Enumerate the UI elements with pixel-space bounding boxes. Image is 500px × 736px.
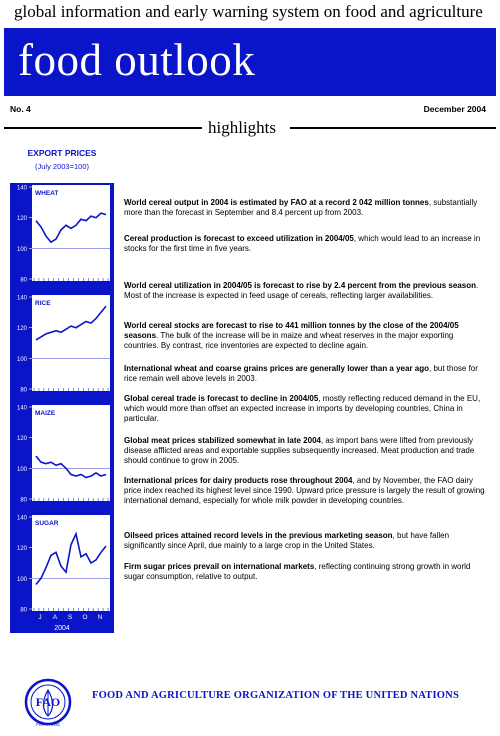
highlight-body: , but those for rice remain well above levels in 2003.: [124, 364, 478, 383]
highlight-paragraph: [124, 476, 486, 506]
highlight-body: , as import bans were lifted from previously disease afflicted areas and exportable supplies subsequently increased. Meat production and trade should continue to grow in 2005.: [124, 436, 475, 465]
highlight-body: , but have fallen significantly since April, due mainly to a large crop in the United States.: [124, 531, 450, 550]
highlight-body: . Most of the increase is expected in feed usage of cereals, reflecting larger availabilities.: [124, 281, 479, 300]
issue-date: December 2004: [423, 104, 486, 114]
fao-logo-icon: [14, 676, 82, 728]
highlight-lead: Oilseed prices attained record levels in the previous marketing season: [124, 531, 393, 540]
top-title: global information and early warning system on food and agriculture: [14, 2, 483, 21]
fao-logo-text: FAO: [35, 695, 61, 709]
y-tick-label: 140: [16, 185, 27, 192]
divider-right: [290, 127, 496, 129]
divider-left: [4, 127, 202, 129]
chart-plot-area: [32, 515, 110, 611]
y-tick-label: 80: [20, 607, 27, 614]
highlight-body: , mostly reflecting reduced demand in the EU, which would more than offset an expected increase in imports by developing countries, China in particular.: [124, 394, 481, 423]
highlight-lead: Global meat prices stabilized somewhat in late 2004: [124, 436, 321, 445]
y-tick-label: 120: [16, 546, 27, 553]
y-tick-label: 80: [20, 277, 27, 284]
x-month-label: A: [52, 614, 58, 621]
highlight-lead: World cereal stocks are forecast to rise to 441 million tonnes by the close of the 2004/05 seasons: [124, 321, 459, 340]
banner-title: food outlook: [18, 35, 256, 85]
y-tick-label: 100: [16, 576, 27, 583]
x-month-label: O: [82, 614, 88, 621]
chart-series-label: SUGAR: [35, 520, 59, 527]
highlight-lead: Firm sugar prices prevail on international markets: [124, 562, 315, 571]
y-tick-label: 80: [20, 497, 27, 504]
banner: [4, 28, 496, 96]
section-heading-row: [4, 118, 496, 138]
highlight-paragraph: [124, 364, 486, 384]
chart-plot-area: [32, 295, 110, 391]
x-month-label: N: [97, 614, 103, 621]
chart-plot-area: [32, 405, 110, 501]
highlight-paragraph: [124, 394, 486, 424]
highlight-body: , substantially more than the forecast in September and 8.4 percent up from 2003.: [124, 198, 478, 217]
highlight-lead: World cereal output in 2004 is estimated by FAO at a record 2 042 million tonnes: [124, 198, 429, 207]
y-tick-label: 120: [16, 436, 27, 443]
section-heading: highlights: [208, 118, 277, 137]
y-tick-label: 100: [16, 466, 27, 473]
highlight-lead: World cereal utilization in 2004/05 is forecast to rise by 2.4 percent from the previous season: [124, 281, 476, 290]
y-tick-label: 140: [16, 515, 27, 522]
highlight-paragraph: [124, 562, 486, 582]
highlight-lead: Global cereal trade is forecast to decline in 2004/05: [124, 394, 319, 403]
highlight-body: , and by November, the FAO dairy price index reached its highest level since 1990. Upward price pressure is largely the result of growing international demand, especially for whole milk powder in developing countries.: [124, 476, 485, 505]
highlight-lead: International wheat and coarse grains prices are generally lower than a year ago: [124, 364, 429, 373]
highlight-paragraph: [124, 198, 486, 218]
export-price-charts: [10, 183, 114, 633]
chart-series-label: WHEAT: [35, 190, 59, 197]
y-tick-label: 140: [16, 295, 27, 302]
y-tick-label: 100: [16, 356, 27, 363]
issue-number: No. 4: [10, 104, 31, 114]
x-month-label: S: [67, 614, 73, 621]
export-prices-subtitle: (July 2003=100): [35, 162, 89, 171]
x-month-label: J: [38, 614, 42, 621]
y-tick-label: 100: [16, 246, 27, 253]
highlight-body: , which would lead to an increase in stocks for the first time in five years.: [124, 234, 481, 253]
highlight-body: , reflecting continuing strong growth in world sugar consumption, relative to output.: [124, 562, 471, 581]
export-prices-title: EXPORT PRICES: [27, 148, 97, 158]
highlight-body: . The bulk of the increase will be in maize and wheat reserves in the major exporting countries. By contrast, rice inventories are expected to decline again.: [124, 331, 454, 350]
highlight-lead: Cereal production is forecast to exceed utilization in 2004/05: [124, 234, 354, 243]
highlight-paragraph: [124, 321, 486, 351]
highlight-paragraph: [124, 436, 486, 466]
highlight-lead: International prices for dairy products rose throughout 2004: [124, 476, 353, 485]
x-year-label: 2004: [54, 625, 70, 632]
y-tick-label: 120: [16, 216, 27, 223]
y-tick-label: 80: [20, 387, 27, 394]
y-tick-label: 140: [16, 405, 27, 412]
organization-name: FOOD AND AGRICULTURE ORGANIZATION OF THE UNITED NATIONS: [92, 690, 459, 701]
y-tick-label: 120: [16, 326, 27, 333]
highlight-paragraph: [124, 234, 486, 254]
chart-series-label: MAIZE: [35, 410, 56, 417]
highlight-paragraph: [124, 281, 486, 301]
chart-series-label: RICE: [35, 300, 51, 307]
fao-logo-motto: FIAT PANIS: [36, 722, 60, 727]
export-price-charts-svg: [10, 183, 114, 633]
highlight-paragraph: [124, 531, 486, 551]
